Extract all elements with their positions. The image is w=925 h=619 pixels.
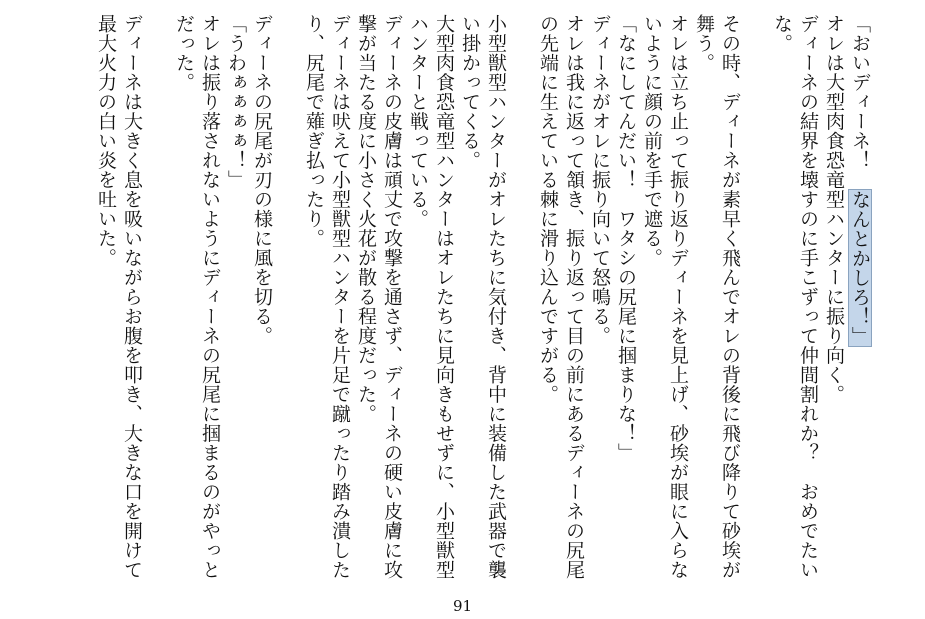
highlighted-text: なんとかしろ！」 <box>849 189 871 346</box>
text-segment: だった。 <box>173 14 195 92</box>
text-line <box>197 14 223 586</box>
text-line <box>431 14 457 586</box>
blank-line <box>275 14 301 586</box>
text-segment: 舞う。 <box>693 14 715 73</box>
text-segment: ハンターと戦っている。 <box>407 14 429 229</box>
text-segment: ディーネの尻尾が刃の様に風を切る。 <box>251 14 273 346</box>
blank-line <box>743 14 769 586</box>
text-segment: り、尻尾で薙ぎ払ったり。 <box>303 14 325 248</box>
text-segment: 大型肉食恐竜型ハンターはオレたちに見向きもせずに、小型獣型 <box>433 14 455 580</box>
text-line <box>587 14 613 586</box>
text-segment: ディーネの結界を壊すのに手こずって仲間割れか？ おめでたい <box>797 14 819 580</box>
text-segment: 小型獣型ハンターがオレたちに気付き、背中に装備した武器で襲 <box>485 14 507 580</box>
text-segment: 撃が当たる度に小さく火花が散る程度だった。 <box>355 14 377 424</box>
text-line <box>847 14 873 586</box>
text-segment: ディーネは吠えて小型獣型ハンターを片足で蹴ったり踏み潰した <box>329 14 351 580</box>
text-line <box>639 14 665 586</box>
text-segment: の先端に生えている棘に滑り込んですがる。 <box>537 14 559 404</box>
text-line <box>171 14 197 586</box>
text-segment: オレは大型肉食恐竜型ハンターに振り向く。 <box>823 14 845 404</box>
text-segment: オレは立ち止って振り返りディーネを見上げ、砂埃が眼に入らな <box>667 14 689 580</box>
text-segment: ディーネは大きく息を吸いながらお腹を叩き、大きな口を開けて <box>121 14 143 580</box>
text-line <box>119 14 145 586</box>
text-line <box>249 14 275 586</box>
text-segment: な。 <box>771 14 793 53</box>
text-segment: その時、ディーネが素早く飛んでオレの背後に飛び降りて砂埃が <box>719 14 741 580</box>
text-line <box>327 14 353 586</box>
text-line <box>613 14 639 586</box>
text-line <box>457 14 483 586</box>
text-line <box>535 14 561 586</box>
text-segment: 最大火力の白い炎を吐いた。 <box>95 14 117 268</box>
text-line <box>691 14 717 586</box>
text-line <box>821 14 847 586</box>
blank-line <box>509 14 535 586</box>
text-line <box>483 14 509 586</box>
text-segment: い掛かってくる。 <box>459 14 481 170</box>
blank-line <box>145 14 171 586</box>
text-line <box>223 14 249 586</box>
vertical-text-body <box>93 14 873 586</box>
text-line <box>561 14 587 586</box>
text-segment: ディーネの皮膚は頑丈で攻撃を通さず、ディーネの硬い皮膚に攻 <box>381 14 403 580</box>
text-segment: オレは振り落されないようにディーネの尻尾に掴まるのがやっと <box>199 14 221 580</box>
text-segment: 「おいディーネ！ <box>849 14 871 190</box>
text-segment: オレは我に返って頷き、振り返って目の前にあるディーネの尻尾 <box>563 14 585 580</box>
text-line <box>665 14 691 586</box>
text-line <box>405 14 431 586</box>
text-segment: 「うわぁぁぁぁ！」 <box>225 14 247 190</box>
text-line <box>795 14 821 586</box>
text-line <box>353 14 379 586</box>
text-line <box>379 14 405 586</box>
text-line <box>769 14 795 586</box>
page-number: 91 <box>452 597 473 615</box>
text-segment: ディーネがオレに振り向いて怒鳴る。 <box>589 14 611 346</box>
text-segment: いように顔の前を手で遮る。 <box>641 14 663 268</box>
text-line <box>717 14 743 586</box>
text-line <box>301 14 327 586</box>
text-line <box>93 14 119 586</box>
text-segment: 「なにしてんだい！ ワタシの尻尾に掴まりな！」 <box>615 14 637 463</box>
